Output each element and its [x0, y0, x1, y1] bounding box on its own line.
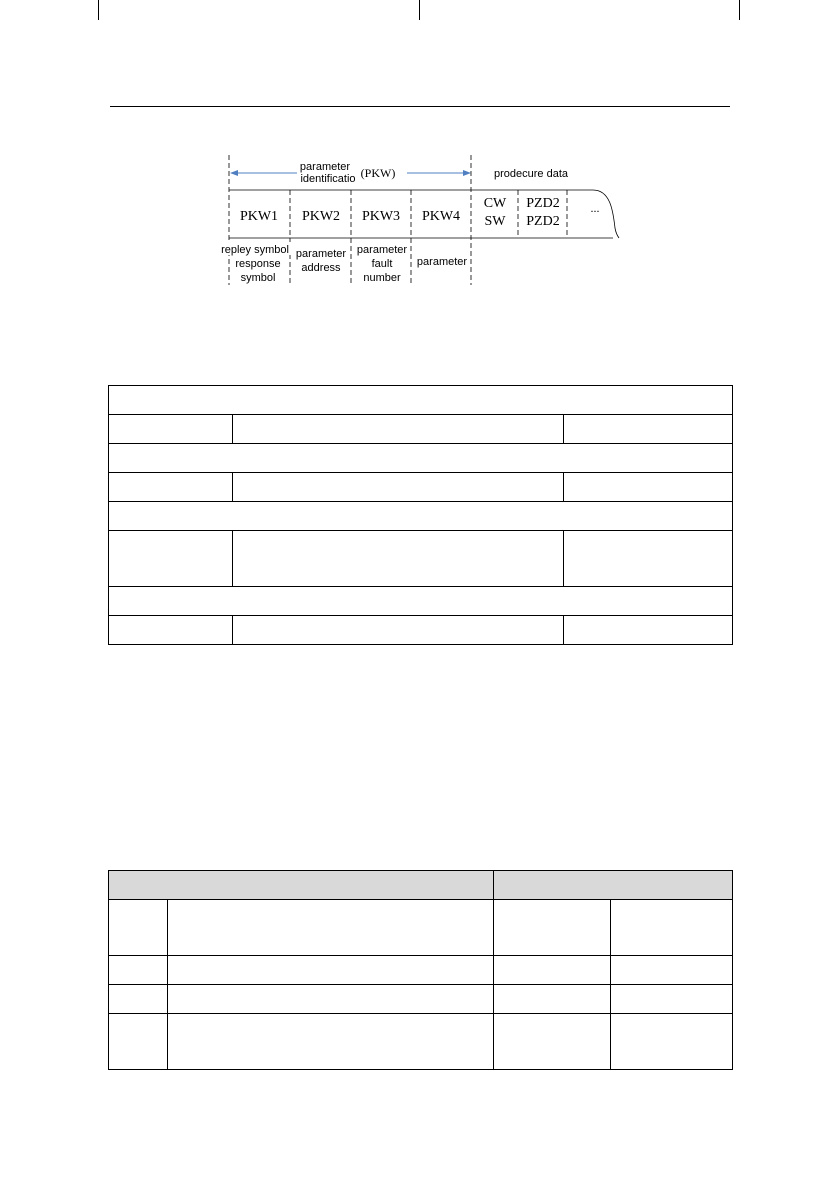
bottom-label-1-line3: symbol [240, 272, 276, 284]
crop-mark-top-right [739, 0, 740, 20]
cell-pkw1: PKW1 [239, 209, 279, 224]
table-row [109, 616, 733, 645]
bottom-label-1-line1: repley symbol [221, 244, 289, 256]
table-row [109, 473, 733, 502]
table-row [109, 531, 733, 587]
cell-pzd2-bottom: PZD2 [526, 214, 560, 229]
crop-mark-top-center [419, 0, 420, 20]
cell-ellipsis: ... [590, 201, 600, 215]
bottom-label-2-line1: parameter [295, 248, 347, 260]
cell-pkw3: PKW3 [361, 209, 401, 224]
pkw-title-line1: parameter [299, 161, 351, 173]
crop-mark-top-left [98, 0, 99, 20]
cell-pkw2: PKW2 [301, 209, 341, 224]
parameter-table-2 [108, 870, 733, 1070]
table-row [109, 444, 733, 473]
parameter-table-1 [108, 385, 733, 645]
cell-pzd2-top: PZD2 [526, 196, 560, 211]
table-row [109, 502, 733, 531]
table-row [109, 386, 733, 415]
bottom-label-3-line1: parameter [356, 244, 408, 256]
cell-sw: SW [484, 214, 506, 229]
table-header-row [109, 871, 733, 900]
table-row [109, 956, 733, 985]
table-row [109, 985, 733, 1014]
bottom-label-2-line2: address [301, 262, 341, 274]
table-row [109, 587, 733, 616]
bottom-label-4-line1: parameter [416, 256, 468, 268]
bottom-label-3-line2: fault [371, 258, 393, 270]
bottom-label-1-line2: response [235, 258, 281, 270]
table-row [109, 1014, 733, 1070]
cell-pkw4: PKW4 [421, 209, 461, 224]
table-row [109, 900, 733, 956]
pkw-title-line2: identificatio [300, 173, 356, 185]
bottom-label-3-line3: number [363, 272, 401, 284]
process-data-label: prodecure data [494, 168, 568, 180]
header-rule [110, 106, 730, 107]
table-row [109, 415, 733, 444]
cell-cw: CW [483, 196, 507, 211]
pkw-abbrev: (PKW) [360, 166, 396, 180]
frame-diagram [215, 150, 635, 295]
